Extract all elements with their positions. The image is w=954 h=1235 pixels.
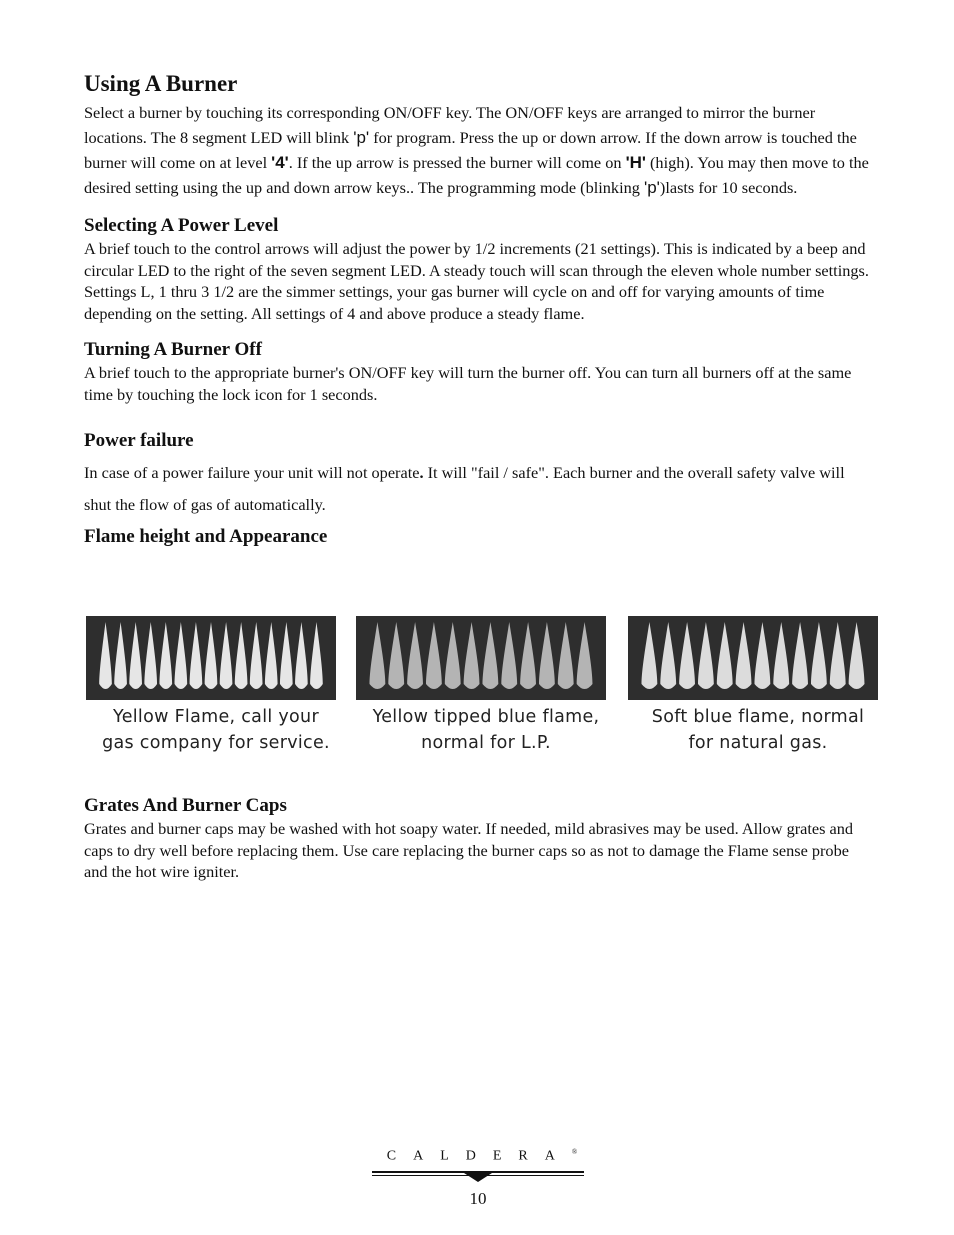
page-footer <box>372 1140 584 1209</box>
caption-line: Yellow tipped blue flame, <box>372 707 600 727</box>
paragraph-power-failure <box>84 457 874 521</box>
text-segment: It will "fail / safe". Each burner and the overall safety valve will shut the flow of gas of automatically. <box>84 463 845 514</box>
heading-grates-burner-caps: Grates And Burner Caps <box>84 795 287 816</box>
caption-line: Soft blue flame, normal <box>651 707 865 727</box>
text-segment: . <box>419 463 428 482</box>
heading-selecting-power-level: Selecting A Power Level <box>84 215 279 236</box>
code-p: 'p' <box>353 128 370 147</box>
text-segment: Select a burner by touching its corresponding ON/OFF key. The ON/OFF keys are arranged to mirror the burner locations. The 8 segment LED will blink <box>84 103 816 147</box>
registered-mark: ® <box>571 1148 578 1156</box>
text-segment: (high). You may then move to the desired setting using the up and down arrow keys.. The programming mode (blinking <box>84 153 869 197</box>
paragraph-power-level-2: Settings L, 1 thru 3 1/2 are the simmer settings, your gas burner will cycle on and off for varying amounts of time depending on the setting. All settings of 4 and above produce a steady flame. <box>84 282 825 323</box>
flame-panel-soft-blue <box>628 616 888 756</box>
flame-image-soft-blue <box>628 616 878 700</box>
heading-flame-height: Flame height and Appearance <box>84 526 328 547</box>
flame-caption-soft-blue <box>628 704 888 756</box>
flame-panel-yellow-tipped <box>356 616 616 756</box>
paragraph-using-a-burner <box>84 100 874 200</box>
code-p: 'p' <box>643 178 660 197</box>
caption-line: normal for L.P. <box>421 733 551 753</box>
text-segment: In case of a power failure your unit will not operate <box>84 463 420 482</box>
caption-line: gas company for service. <box>102 733 330 753</box>
text-segment: for program. Press the up or down arrow. If the down arrow is touched the burner will come on at level <box>84 128 857 172</box>
heading-turning-burner-off: Turning A Burner Off <box>84 339 262 360</box>
paragraph-grates: Grates and burner caps may be washed with hot soapy water. If needed, mild abrasives may be used. Allow grates and caps to dry well before replacing them. Use care replacing the burner caps so as not to damage the Flame sense probe and the hot wire igniter. <box>84 819 854 881</box>
flame-caption-yellow-tipped <box>356 704 616 756</box>
brand-name: CALDERA <box>386 1148 572 1164</box>
heading-power-failure: Power failure <box>84 430 194 451</box>
heading-using-a-burner: Using A Burner <box>84 71 238 96</box>
flame-panel-yellow <box>86 616 346 756</box>
brand-logo <box>372 1140 584 1169</box>
caption-line: for natural gas. <box>688 733 828 753</box>
page-number: 10 <box>469 1188 487 1208</box>
page-content <box>84 70 874 549</box>
text-segment: )lasts for 10 seconds. <box>659 178 798 197</box>
flame-image-yellow-tipped <box>356 616 606 700</box>
code-h: 'H' <box>625 153 646 172</box>
flame-image-yellow <box>86 616 336 700</box>
caption-line: Yellow Flame, call your <box>113 707 319 727</box>
flame-caption-yellow <box>86 704 346 756</box>
paragraph-power-level-1: A brief touch to the control arrows will adjust the power by 1/2 increments (21 settings). This is indicated by a beep and circular LED to the right of the seven segment LED. A steady touch will scan through the eleven whole number settings. <box>84 239 869 280</box>
brand-underline-icon <box>372 1170 584 1182</box>
grates-section <box>84 794 874 883</box>
flame-illustrations <box>84 616 884 761</box>
text-segment: . If the up arrow is pressed the burner will come on <box>288 153 626 172</box>
code-4: '4' <box>271 153 289 172</box>
paragraph-burner-off: A brief touch to the appropriate burner's ON/OFF key will turn the burner off. You can turn all burners off at the same time by touching the lock icon for 1 seconds. <box>84 363 852 404</box>
